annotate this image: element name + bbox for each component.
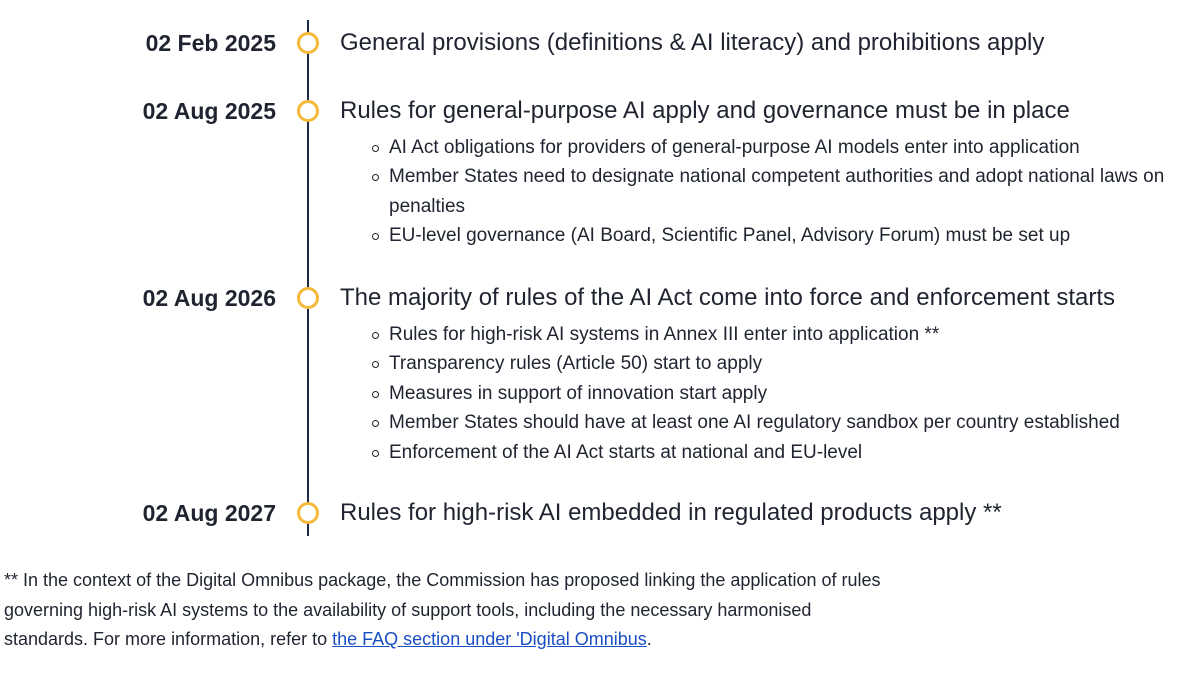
list-item: Enforcement of the AI Act starts at national and EU-level bbox=[372, 438, 1197, 467]
list-item: Transparency rules (Article 50) start to apply bbox=[372, 349, 1197, 378]
milestone-bullet-list bbox=[372, 133, 1197, 251]
footnote-text: ** In the context of the Digital Omnibus package, the Commission has proposed linking the application of rules governing high-risk AI systems to the availability of support tools, including the necessary harmonised standards. For more information, refer to bbox=[4, 570, 881, 649]
milestone-heading: Rules for general-purpose AI apply and governance must be in place bbox=[340, 97, 1070, 124]
milestone-heading: General provisions (definitions & AI literacy) and prohibitions apply bbox=[340, 29, 1045, 56]
milestone-date: 02 Aug 2026 bbox=[142, 285, 276, 311]
list-item: EU-level governance (AI Board, Scientific Panel, Advisory Forum) must be set up bbox=[372, 221, 1197, 250]
list-item: Rules for high-risk AI systems in Annex III enter into application ** bbox=[372, 320, 1197, 349]
footnote-trailing: . bbox=[646, 629, 652, 649]
milestone-bullet-list bbox=[372, 320, 1197, 467]
milestone-heading: The majority of rules of the AI Act come into force and enforcement starts bbox=[340, 284, 1116, 311]
list-item: Measures in support of innovation start apply bbox=[372, 379, 1197, 408]
list-item: Member States should have at least one AI regulatory sandbox per country established bbox=[372, 408, 1197, 437]
milestone-date: 02 Aug 2027 bbox=[142, 500, 276, 526]
faq-digital-omnibus-link[interactable]: the FAQ section under 'Digital Omnibus bbox=[332, 629, 647, 649]
list-item: Member States need to designate national competent authorities and adopt national laws on penalties bbox=[372, 162, 1197, 221]
timeline-axis bbox=[307, 20, 309, 536]
milestone-circle-icon bbox=[297, 32, 319, 54]
milestone-date: 02 Feb 2025 bbox=[145, 30, 276, 56]
footnote bbox=[4, 566, 884, 655]
milestone-circle-icon bbox=[297, 287, 319, 309]
milestone-circle-icon bbox=[297, 502, 319, 524]
milestone-date: 02 Aug 2025 bbox=[142, 98, 276, 124]
milestone-heading: Rules for high-risk AI embedded in regulated products apply ** bbox=[340, 499, 1002, 526]
list-item: AI Act obligations for providers of general-purpose AI models enter into application bbox=[372, 133, 1197, 162]
milestone-circle-icon bbox=[297, 100, 319, 122]
